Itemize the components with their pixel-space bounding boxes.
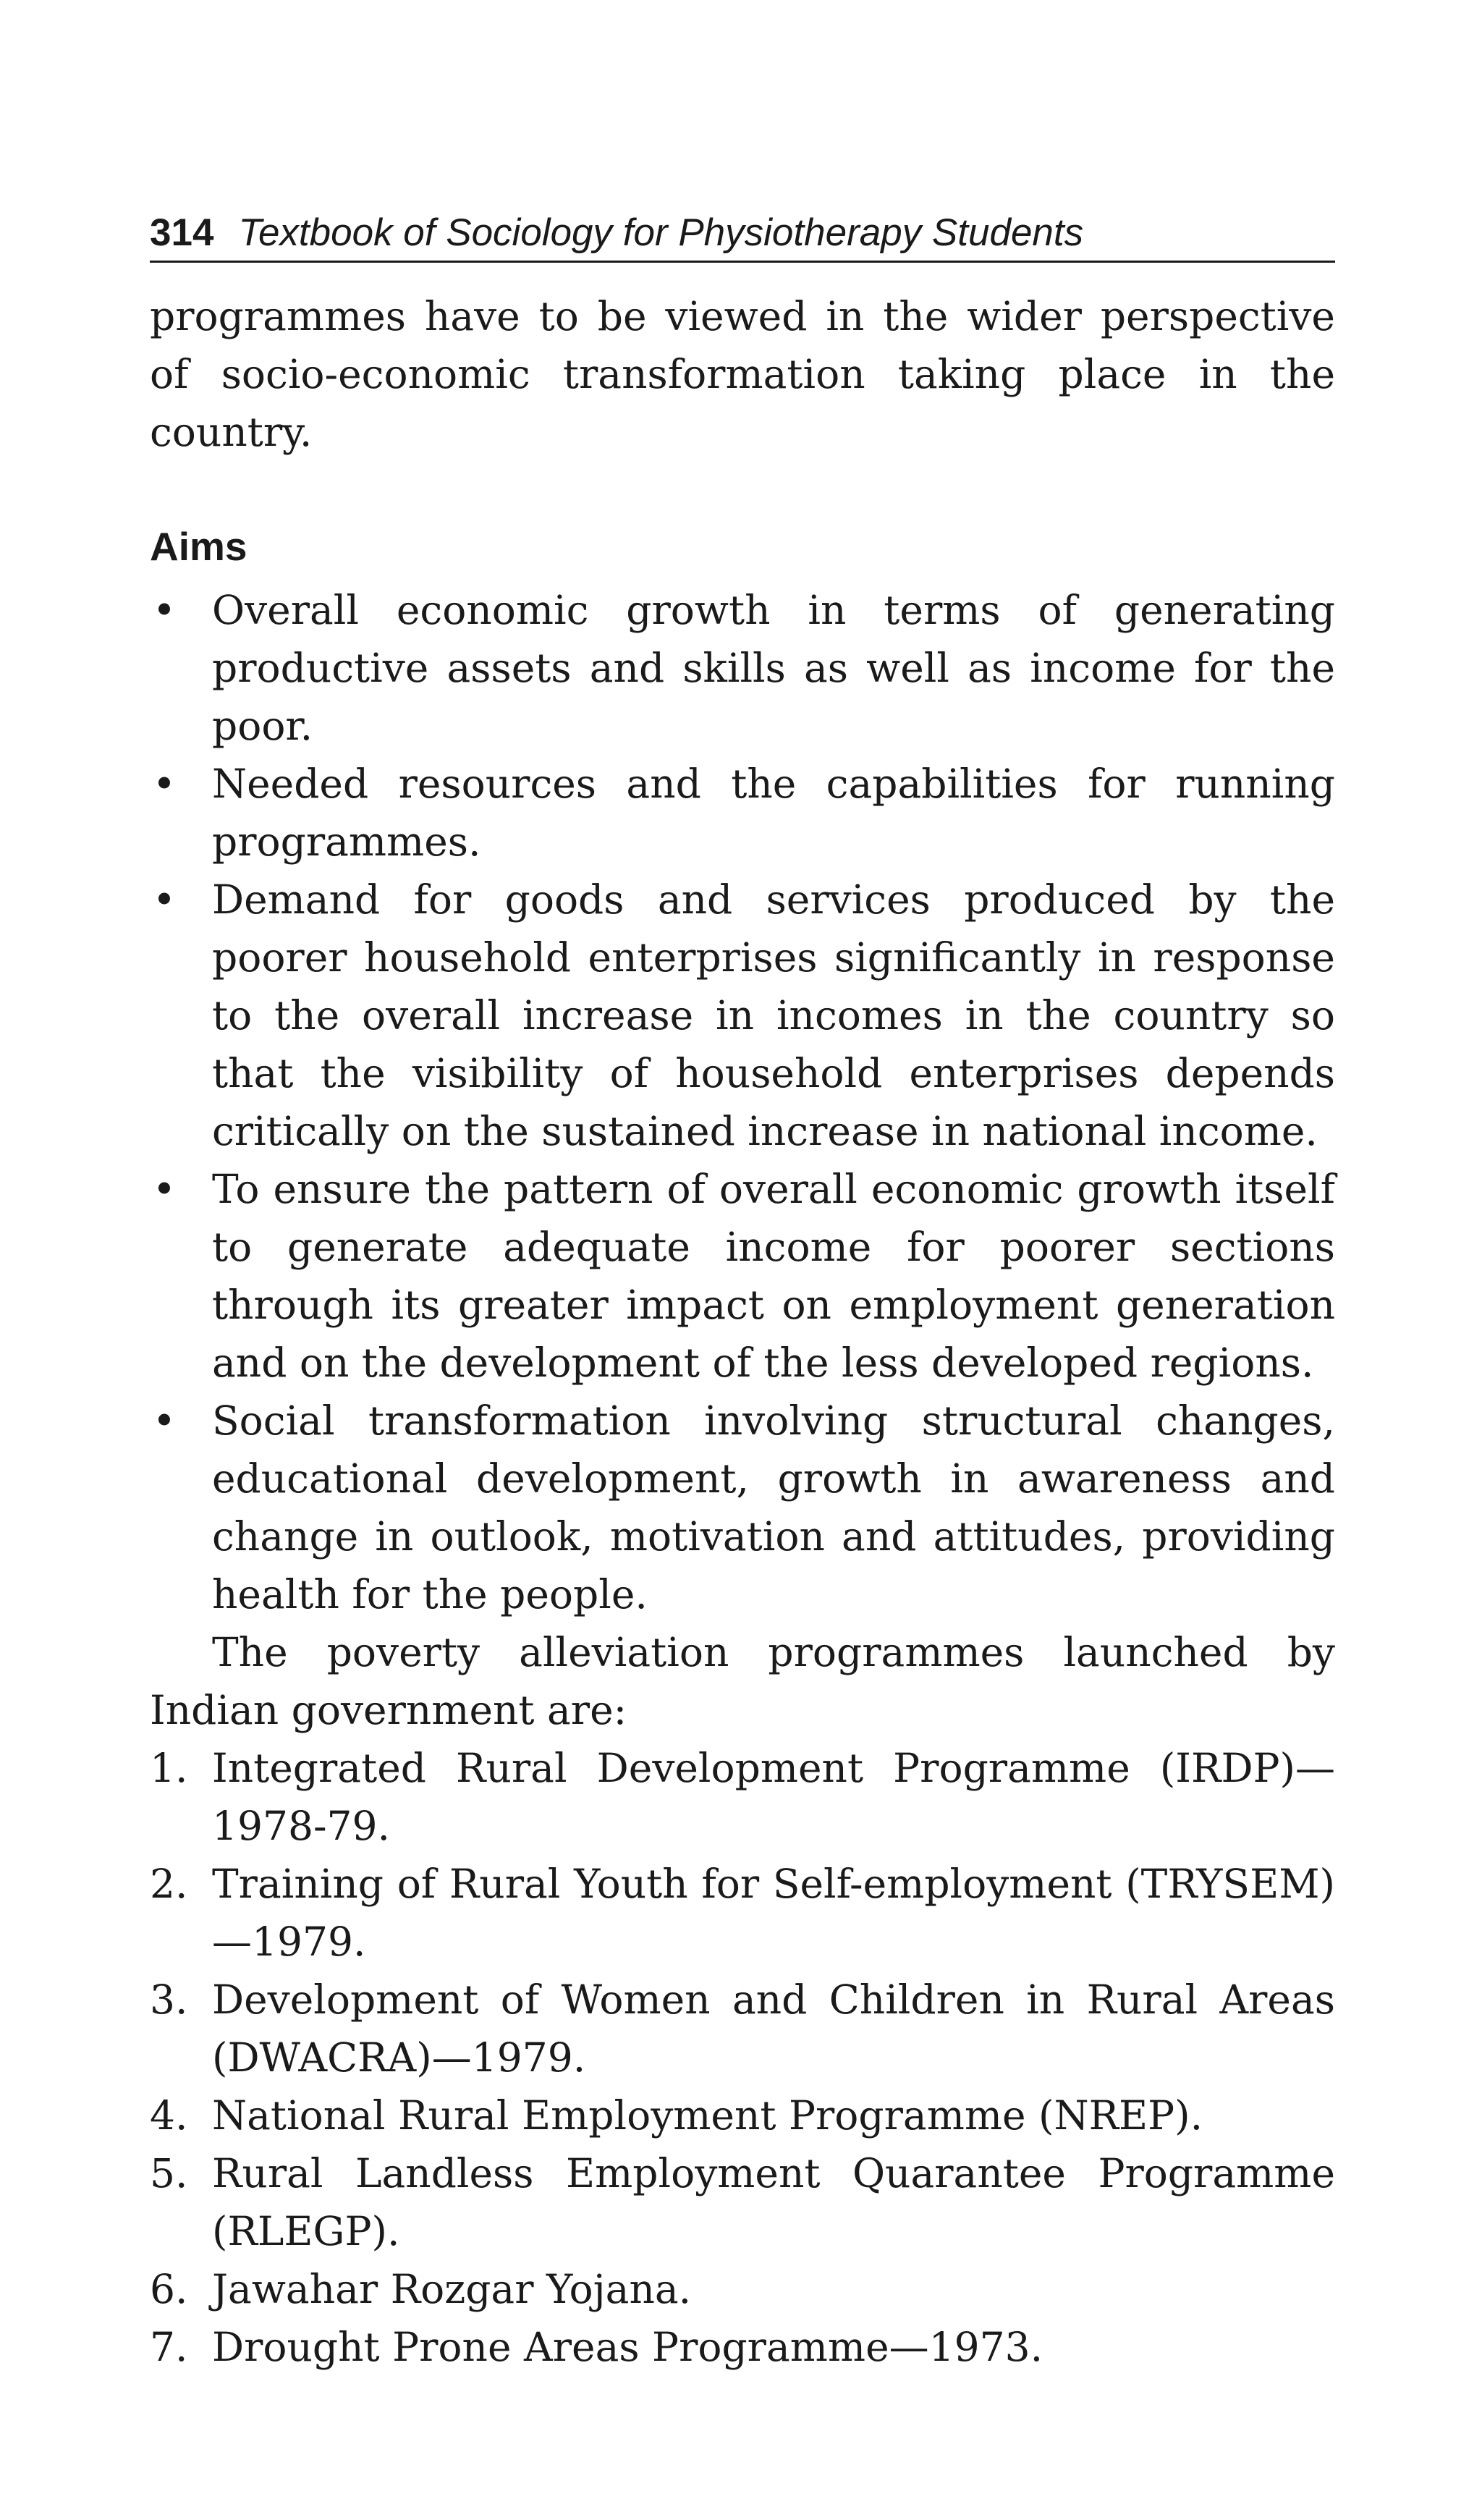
bullet-icon: • [152,876,177,923]
bullet-icon: • [152,586,177,633]
programme-number: 7. [150,2323,188,2370]
aims-item-text: Needed resources and the capabilities for running programmes. [212,760,1335,865]
programme-number: 1. [150,1744,188,1791]
programme-number: 4. [150,2092,188,2139]
programme-number: 5. [150,2149,188,2196]
aims-list-item [150,871,1335,1160]
programme-text: National Rural Employment Programme (NREP). [212,2092,1203,2139]
bullet-icon: • [152,1165,177,1212]
programme-list-item [150,2144,1335,2260]
book-title: Textbook of Sociology for Physiotherapy Students [238,211,1084,254]
programme-list-item [150,2086,1335,2144]
aims-item-text: Overall economic growth in terms of generating productive assets and skills as well as income for the poor. [212,586,1335,749]
programme-list-item [150,1739,1335,1855]
bullet-icon: • [152,760,177,807]
programme-number: 3. [150,1976,188,2023]
programme-text: Development of Women and Children in Rural Areas (DWACRA)—1979. [212,1976,1335,2081]
programme-text: Jawahar Rozgar Yojana. [212,2265,692,2312]
aims-item-text: Demand for goods and services produced by the poorer household enterprises significantly in response to the overall increase in incomes in the country so that the visibility of household enterprises depends critically on the sustained increase in national income. [212,876,1335,1154]
programme-number: 2. [150,1860,188,1907]
programme-list-item [150,1971,1335,2086]
programmes-lead-paragraph: The poverty alleviation programmes launched by Indian government are: [150,1628,1335,1733]
programmes-list [150,1739,1335,2376]
aims-list-item [150,581,1335,755]
aims-list-item [150,755,1335,871]
programme-text: Training of Rural Youth for Self-employment (TRYSEM)—1979. [212,1860,1335,1965]
page-number: 314 [150,211,214,254]
aims-item-text: To ensure the pattern of overall economic growth itself to generate adequate income for poorer sections through its greater impact on employment generation and on the development of the less developed regions. [212,1165,1335,1386]
book-page [150,210,1335,2376]
aims-list-item [150,1392,1335,1623]
aims-list-item [150,1160,1335,1392]
programme-list-item [150,1855,1335,1971]
programme-list-item [150,2260,1335,2318]
programme-number: 6. [150,2265,188,2312]
programme-list-item [150,2318,1335,2376]
bullet-icon: • [152,1397,177,1444]
programme-text: Rural Landless Employment Quarantee Programme (RLEGP). [212,2149,1335,2254]
section-heading-aims: Aims [150,523,247,569]
aims-item-text: Social transformation involving structural changes, educational development, growth in awareness and change in outlook, motivation and attitudes, providing health for the people. [212,1397,1335,1618]
page-body [150,287,1335,2376]
programme-text: Drought Prone Areas Programme—1973. [212,2323,1043,2370]
aims-list [150,581,1335,1623]
intro-paragraph: programmes have to be viewed in the wider perspective of socio-economic transformation taking place in the country. [150,292,1335,455]
running-header [150,210,1335,263]
programme-text: Integrated Rural Development Programme (IRDP)—1978-79. [212,1744,1335,1849]
